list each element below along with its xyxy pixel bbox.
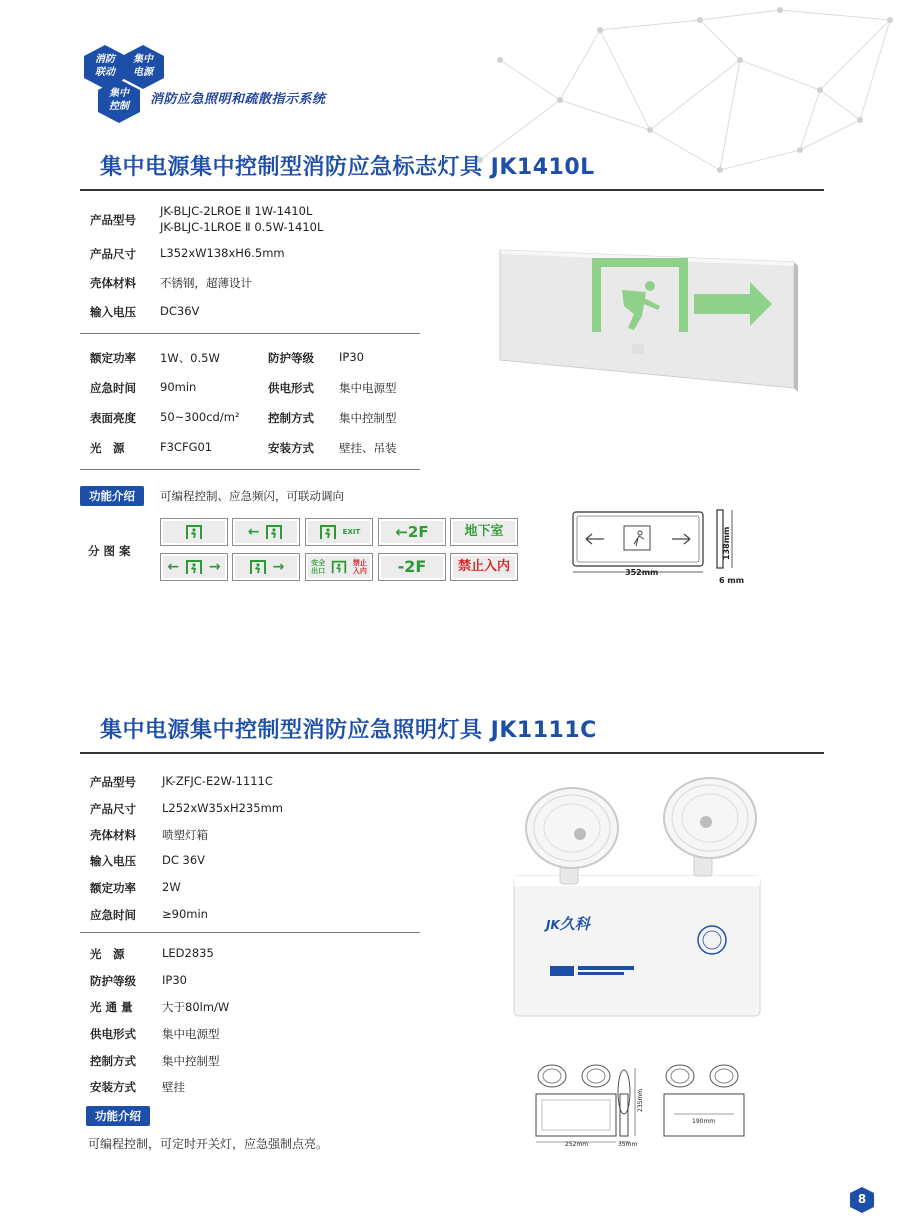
s2-light-value: LED2835 (162, 946, 214, 960)
page-number: 8 (849, 1186, 875, 1214)
s1-power-label: 额定功率 (90, 351, 136, 365)
s2-control-label: 控制方式 (90, 1054, 136, 1068)
s1-shell-label: 壳体材料 (90, 276, 136, 290)
tile-left-exit-right: ← → (160, 553, 228, 581)
s1-dim-width: 352mm (625, 568, 659, 577)
s2-protect-value: IP30 (162, 973, 187, 987)
s2-supply-value: 集中电源型 (162, 1027, 220, 1041)
s1-size-value: L352xW138xH6.5mm (160, 246, 285, 260)
s1-protect-value: IP30 (339, 350, 364, 364)
tile-exit-left: ← (232, 518, 300, 546)
exit-sign-photo (494, 236, 800, 394)
s1-bright-value: 50~300cd/m² (160, 410, 240, 424)
s2-time-value: ≥90min (162, 907, 208, 921)
s2-dim-depth: 35mm (618, 1141, 638, 1148)
s2-model-value: JK-ZFJC-E2W-1111C (162, 774, 273, 788)
s2-install-label: 安装方式 (90, 1080, 136, 1094)
tile-minus-2f: -2F (378, 553, 446, 581)
s2-protect-label: 防护等级 (90, 974, 136, 988)
s1-control-label: 控制方式 (268, 411, 314, 425)
hex-badge-central-control: 集中 控制 (96, 78, 142, 124)
s1-divider-1 (80, 333, 420, 334)
s2-dim-width: 252mm (565, 1141, 589, 1148)
s2-power-value: 2W (162, 880, 181, 894)
tile-exit-text: EXIT (305, 518, 373, 546)
s1-time-label: 应急时间 (90, 381, 136, 395)
s2-voltage-value: DC 36V (162, 853, 206, 867)
tile-2f-left: ←2F (378, 518, 446, 546)
emergency-light-photo (506, 776, 776, 1026)
s1-diagram-label: 分 图 案 (88, 544, 131, 558)
s1-divider-2 (80, 469, 420, 470)
brand-logo: JK久科 (546, 915, 590, 933)
s2-power-label: 额定功率 (90, 881, 136, 895)
s1-dim-height: 138mm (722, 526, 731, 560)
s1-func-value: 可编程控制、应急频闪，可联动调向 (160, 489, 344, 503)
s2-divider (80, 932, 420, 933)
emergency-light-back-drawing (660, 1062, 756, 1142)
section2-rule (80, 752, 824, 754)
s1-dim-depth: 6 mm (719, 576, 745, 585)
s1-bright-label: 表面亮度 (90, 411, 136, 425)
s2-shell-value: 喷塑灯箱 (162, 828, 208, 842)
hex-badge-linkage: 消防 联动 (82, 44, 128, 90)
section1-rule (80, 189, 824, 191)
s1-power-value: 1W、0.5W (160, 351, 220, 365)
s1-shell-value: 不锈钢，超薄设计 (160, 276, 252, 290)
s1-model-line2: JK-BLJC-1LROE Ⅱ 0.5W-1410L (160, 220, 324, 234)
s2-model-label: 产品型号 (90, 775, 136, 789)
s1-install-value: 壁挂、吊装 (339, 441, 397, 455)
s2-light-label: 光 源 (90, 947, 125, 961)
s2-size-label: 产品尺寸 (90, 802, 136, 816)
s1-light-value: F3CFG01 (160, 440, 213, 454)
tile-no-entry: 禁止入内 (450, 553, 518, 581)
s2-control-value: 集中控制型 (162, 1054, 220, 1068)
tile-basement: 地下室 (450, 518, 518, 546)
s1-protect-label: 防护等级 (268, 351, 314, 365)
s2-voltage-label: 输入电压 (90, 854, 136, 868)
s1-supply-value: 集中电源型 (339, 381, 397, 395)
section2-title: 集中电源集中控制型消防应急照明灯具 JK1111C (100, 718, 597, 743)
s1-light-label: 光 源 (90, 441, 125, 455)
tile-safe-exit-no-entry: 安全 出口 禁止 入内 (305, 553, 373, 581)
s2-install-value: 壁挂 (162, 1080, 185, 1094)
s2-func-value: 可编程控制，可定时开关灯，应急强制点亮。 (88, 1137, 329, 1151)
s1-time-value: 90min (160, 380, 197, 394)
s1-install-label: 安装方式 (268, 441, 314, 455)
s1-voltage-value: DC36V (160, 304, 200, 318)
s1-model-line1: JK-BLJC-2LROE Ⅱ 1W-1410L (160, 204, 313, 218)
hex-badge-central-power: 集中 电源 (120, 44, 166, 90)
s1-supply-label: 供电形式 (268, 381, 314, 395)
s1-control-value: 集中控制型 (339, 411, 397, 425)
s2-dim-height: 235mm (637, 1088, 644, 1112)
s2-size-value: L252xW35xH235mm (162, 801, 283, 815)
s2-supply-label: 供电形式 (90, 1027, 136, 1041)
s2-shell-label: 壳体材料 (90, 828, 136, 842)
tile-exit-door (160, 518, 228, 546)
s1-func-badge: 功能介绍 (80, 486, 144, 506)
s1-voltage-label: 输入电压 (90, 305, 136, 319)
s2-dim-mount: 190mm (692, 1118, 716, 1125)
series-title: 消防应急照明和疏散指示系统 (150, 92, 326, 107)
s1-size-label: 产品尺寸 (90, 247, 136, 261)
s2-func-badge: 功能介绍 (86, 1106, 150, 1126)
s2-flux-label: 光 通 量 (90, 1000, 133, 1014)
s2-time-label: 应急时间 (90, 908, 136, 922)
section1-title: 集中电源集中控制型消防应急标志灯具 JK1410L (100, 155, 595, 180)
tile-exit-right: → (232, 553, 300, 581)
s1-model-label: 产品型号 (90, 213, 136, 227)
s2-flux-value: 大于80lm/W (162, 1000, 230, 1014)
